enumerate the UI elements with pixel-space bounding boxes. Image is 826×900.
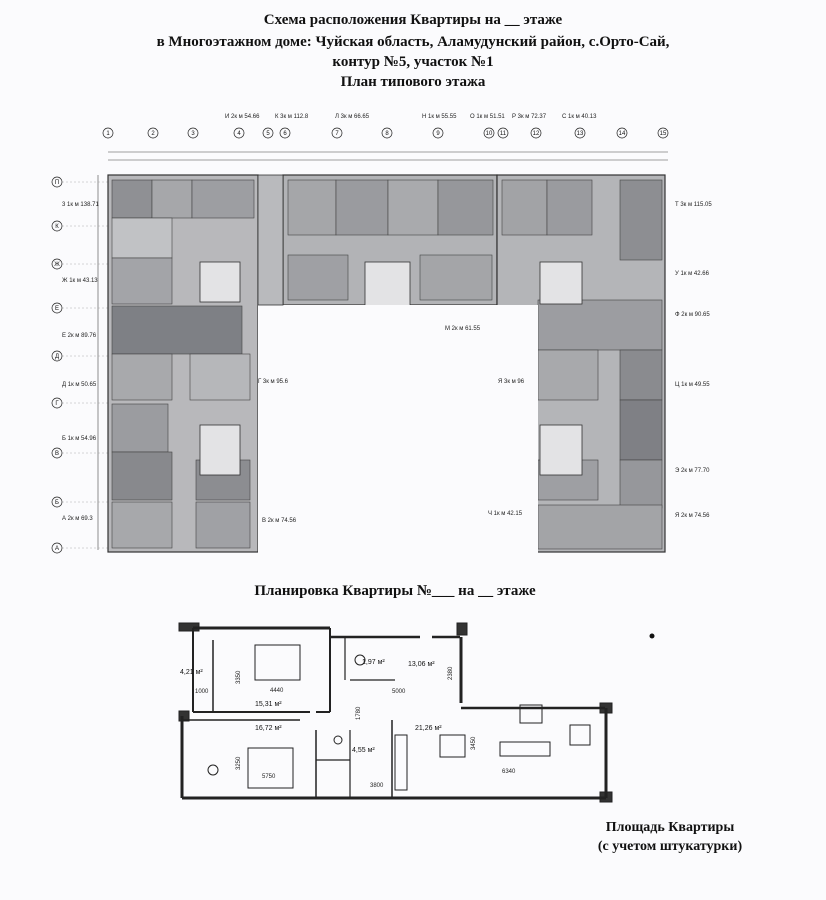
floor-plan-title: План типового этажа <box>340 74 486 90</box>
area-line-1: Площадь Квартиры <box>605 820 735 835</box>
apartment-area-caption <box>580 818 760 856</box>
building-left-wing <box>108 175 258 552</box>
apt-label: Г 3к м 95.6 <box>258 379 289 385</box>
dimension: 5750 <box>262 774 276 780</box>
apt-label: М 2к м 61.55 <box>445 326 481 332</box>
room-area: 13,06 м² <box>408 661 435 668</box>
axis-left-P: П <box>54 180 60 186</box>
axis-top-9: 9 <box>436 131 440 137</box>
axis-left-V: В <box>54 451 60 457</box>
apt-label: 3 1к м 138.71 <box>62 202 99 208</box>
dimension: 3450 <box>471 736 477 750</box>
apt-label: Б 1к м 54.96 <box>62 436 97 442</box>
apt-label: Р 3к м 72.37 <box>512 114 547 120</box>
axis-left-E: Е <box>54 306 60 312</box>
axis-left-B: Б <box>55 500 59 506</box>
scheme-title: Схема расположения Квартиры на __ этаже <box>263 12 563 28</box>
axis-top-8: 8 <box>385 131 389 137</box>
axis-top-12: 12 <box>532 131 540 137</box>
address-line: в Многоэтажном доме: Чуйская область, Аламудунский район, с.Орто-Сай, <box>156 34 670 50</box>
axis-top-6: 6 <box>283 131 287 137</box>
area-line-2: (с учетом штукатурки) <box>597 839 743 854</box>
axis-left-A: А <box>54 546 60 552</box>
dimension: 6340 <box>502 769 516 775</box>
axis-left-G: Г <box>55 401 59 407</box>
apt-label: Э 2к м 77.70 <box>675 468 710 474</box>
apt-label: У 1к м 42.66 <box>675 271 709 277</box>
axis-left-Zh: Ж <box>54 262 60 268</box>
apt-label: Ж 1к м 43.13 <box>62 278 98 284</box>
apartment-plan-title: Планировка Квартиры №___ на __ этаже <box>254 583 536 599</box>
room-area: 1,97 м² <box>362 659 385 666</box>
dimension: 3800 <box>370 783 384 789</box>
parcel-line: контур №5, участок №1 <box>332 54 494 70</box>
axis-top-10: 10 <box>485 131 493 137</box>
axis-top-15: 15 <box>659 131 667 137</box>
apt-label: Д 1к м 50.65 <box>62 382 97 388</box>
room-area: 15,31 м² <box>255 701 282 708</box>
building-center-wing <box>283 175 497 312</box>
apt-label: Н 1к м 55.55 <box>422 114 457 120</box>
dimension: 3350 <box>236 670 242 684</box>
apt-label: Ч 1к м 42.15 <box>488 511 523 517</box>
apt-label: Е 2к м 89.76 <box>62 333 97 339</box>
dimension: 5000 <box>392 689 406 695</box>
axis-top-1: 1 <box>106 131 110 137</box>
apt-label: Ц 1к м 49.55 <box>675 382 710 388</box>
apt-label: И 2к м 54.66 <box>225 114 260 120</box>
dimension: 2380 <box>448 666 454 680</box>
axis-top-5: 5 <box>266 131 270 137</box>
room-area: 4,55 м² <box>352 747 375 754</box>
apt-label: В 2к м 74.56 <box>262 518 297 524</box>
apt-label: Т 3к м 115.05 <box>675 202 712 208</box>
room-area: 4,21 м² <box>180 669 203 676</box>
apt-label: Я 2к м 74.56 <box>675 513 710 519</box>
axis-top-11: 11 <box>499 131 507 137</box>
axis-left-D: Д <box>54 354 60 360</box>
dimension: 4440 <box>270 688 284 694</box>
room-area: 21,26 м² <box>415 725 442 732</box>
apt-label: С 1к м 40.13 <box>562 114 597 120</box>
dimension: 1000 <box>195 689 209 695</box>
axis-top-3: 3 <box>191 131 195 137</box>
axis-top-2: 2 <box>151 131 155 137</box>
apt-label: Л 3к м 66.65 <box>335 114 370 120</box>
axis-top-4: 4 <box>237 131 241 137</box>
axis-top-7: 7 <box>335 131 339 137</box>
apt-label: О 1к м 51.51 <box>470 114 505 120</box>
apartment-layout <box>179 623 612 802</box>
apt-label: Я 3к м 96 <box>498 379 525 385</box>
dimension: 1780 <box>356 706 362 720</box>
dimension: 3250 <box>236 756 242 770</box>
apt-label: Ф 2к м 90.65 <box>675 312 710 318</box>
apt-label: А 2к м 69.3 <box>62 516 93 522</box>
room-area: 16,72 м² <box>255 725 282 732</box>
axis-top-14: 14 <box>618 131 626 137</box>
axis-top-13: 13 <box>576 131 584 137</box>
apt-label: К 3к м 112.8 <box>275 114 309 120</box>
axis-left-K: К <box>55 224 59 230</box>
